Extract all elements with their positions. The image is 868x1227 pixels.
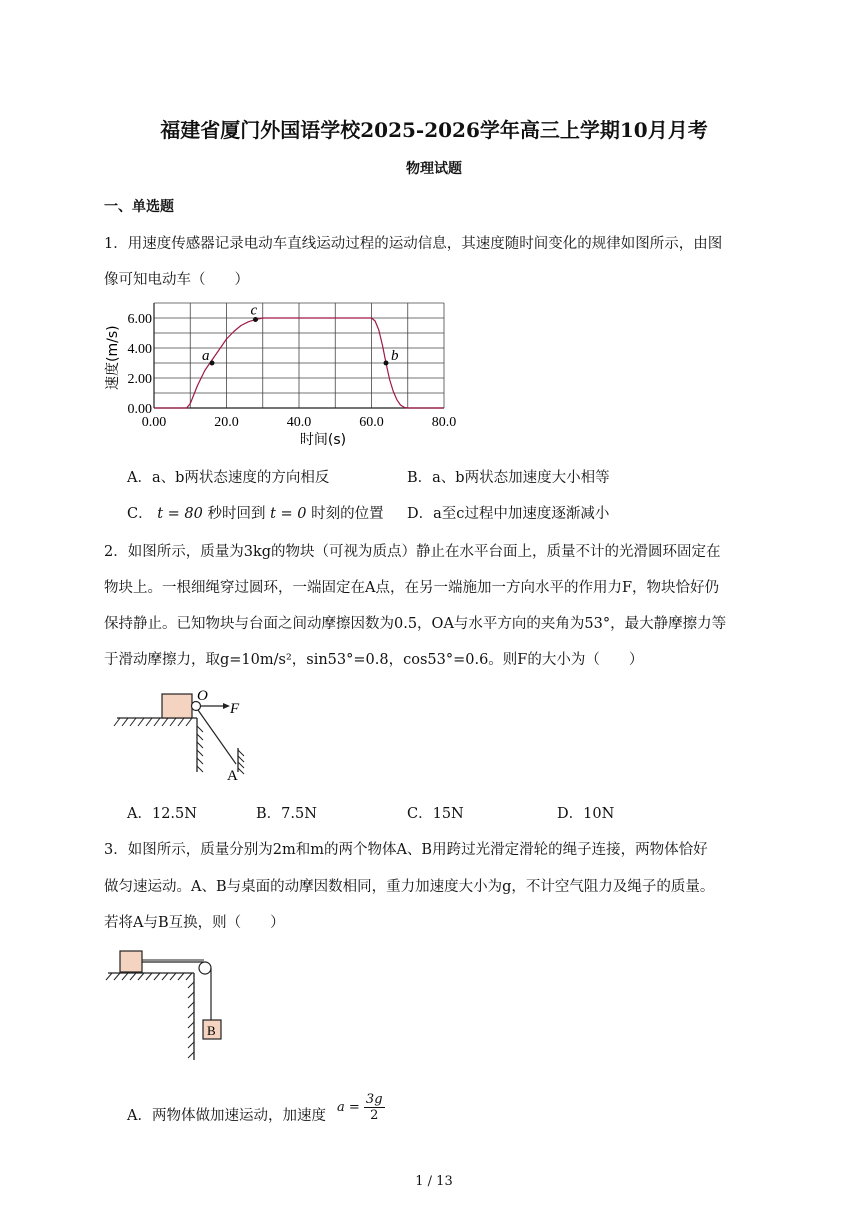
question-1-line-1: 1．用速度传感器记录电动车直线运动过程的运动信息，其速度随时间变化的规律如图所示，由图 bbox=[104, 236, 723, 252]
label-b: B bbox=[207, 1023, 216, 1038]
chart-tick-labels bbox=[128, 312, 457, 430]
label-f: F bbox=[230, 701, 240, 717]
x-tick-label: 40.0 bbox=[286, 415, 312, 430]
question-2-option-b: B．7.5N bbox=[256, 806, 317, 822]
question-3-line-3: 若将A与B互换，则（ ） bbox=[104, 915, 285, 931]
y-tick-label: 2.00 bbox=[127, 372, 152, 387]
question-3-figure bbox=[104, 946, 234, 1066]
y-tick-label: 4.00 bbox=[127, 342, 152, 357]
x-tick-label: 80.0 bbox=[431, 415, 457, 430]
question-3-line-1: 3．如图所示，质量分别为2m和m的两个物体A、B用跨过光滑定滑轮的绳子连接，两物体恰好 bbox=[104, 842, 708, 858]
option-c-equation-2: t = 0 bbox=[270, 506, 307, 522]
question-2-line-3: 保持静止。已知物块与台面之间动摩擦因数为0.5，OA与水平方向的夹角为53°，最大静摩擦力等 bbox=[104, 616, 727, 632]
chart-y-axis-label: 速度(m/s) bbox=[105, 325, 121, 390]
question-1-option-a: A．a、b两状态速度的方向相反 bbox=[127, 470, 330, 486]
question-2-figure bbox=[112, 686, 262, 786]
point-label-b: b bbox=[391, 348, 399, 364]
velocity-time-chart bbox=[100, 298, 470, 453]
question-3-option-a-equation bbox=[337, 1092, 385, 1123]
equation-fraction bbox=[364, 1092, 385, 1123]
point-label-c: c bbox=[250, 302, 258, 319]
option-c-prefix: C． bbox=[127, 506, 153, 522]
equation-denominator: 2 bbox=[370, 1108, 379, 1123]
x-tick-label: 60.0 bbox=[359, 415, 384, 430]
chart-grid bbox=[154, 303, 444, 408]
block bbox=[162, 694, 192, 718]
question-3-option-a: A．两物体做加速运动，加速度 bbox=[127, 1108, 326, 1124]
option-c-equation-1: t = 80 bbox=[157, 506, 203, 522]
question-2-line-1: 2．如图所示，质量为3kg的物块（可视为质点）静止在水平台面上，质量不计的光滑圆环固定在 bbox=[104, 544, 721, 560]
x-tick-label: 20.0 bbox=[214, 415, 239, 430]
point-label-a: a bbox=[202, 348, 210, 364]
question-1-option-b: B．a、b两状态加速度大小相等 bbox=[407, 470, 610, 486]
question-2-option-a: A．12.5N bbox=[127, 806, 197, 822]
x-tick-label: 0.00 bbox=[141, 415, 167, 430]
question-2-option-d: D．10N bbox=[557, 806, 615, 822]
label-a: A bbox=[227, 768, 238, 784]
question-1-option-d: D．a至c过程中加速度逐渐减小 bbox=[407, 506, 610, 522]
chart-x-axis-label: 时间(s) bbox=[299, 432, 347, 448]
question-1-line-2: 像可知电动车（ ） bbox=[104, 272, 249, 288]
question-3-line-2: 做匀速运动。A、B与桌面的动摩因数相同，重力加速度大小为g，不计空气阻力及绳子的质量。 bbox=[104, 879, 715, 895]
option-c-suffix: 时刻的位置 bbox=[311, 506, 384, 522]
question-2-option-c: C．15N bbox=[407, 806, 464, 822]
equation-numerator: 3g bbox=[365, 1092, 383, 1107]
page-title: 福建省厦门外国语学校2025-2026学年高三上学期10月月考 bbox=[160, 118, 708, 142]
pulley bbox=[199, 962, 211, 974]
question-1-option-c bbox=[127, 502, 384, 523]
point-b bbox=[384, 361, 389, 366]
point-a bbox=[210, 361, 215, 366]
question-2-line-4: 于滑动摩擦力，取g=10m/s²，sin53°=0.8，cos53°=0.6。则F的大小为（ ） bbox=[104, 652, 644, 668]
equation-lhs: a = bbox=[337, 1100, 360, 1115]
y-tick-label: 0.00 bbox=[127, 402, 152, 417]
page-number: 1 / 13 bbox=[415, 1174, 453, 1189]
label-o: O bbox=[197, 688, 208, 704]
y-tick-label: 6.00 bbox=[127, 312, 152, 327]
section-heading: 一、单选题 bbox=[104, 199, 174, 215]
question-2-line-2: 物块上。一根细绳穿过圆环，一端固定在A点，在另一端施加一方向水平的作用力F，物块恰好仍 bbox=[104, 580, 720, 596]
block-a bbox=[120, 951, 142, 972]
option-c-middle: 秒时回到 bbox=[207, 506, 266, 522]
page-subtitle: 物理试题 bbox=[406, 161, 462, 177]
